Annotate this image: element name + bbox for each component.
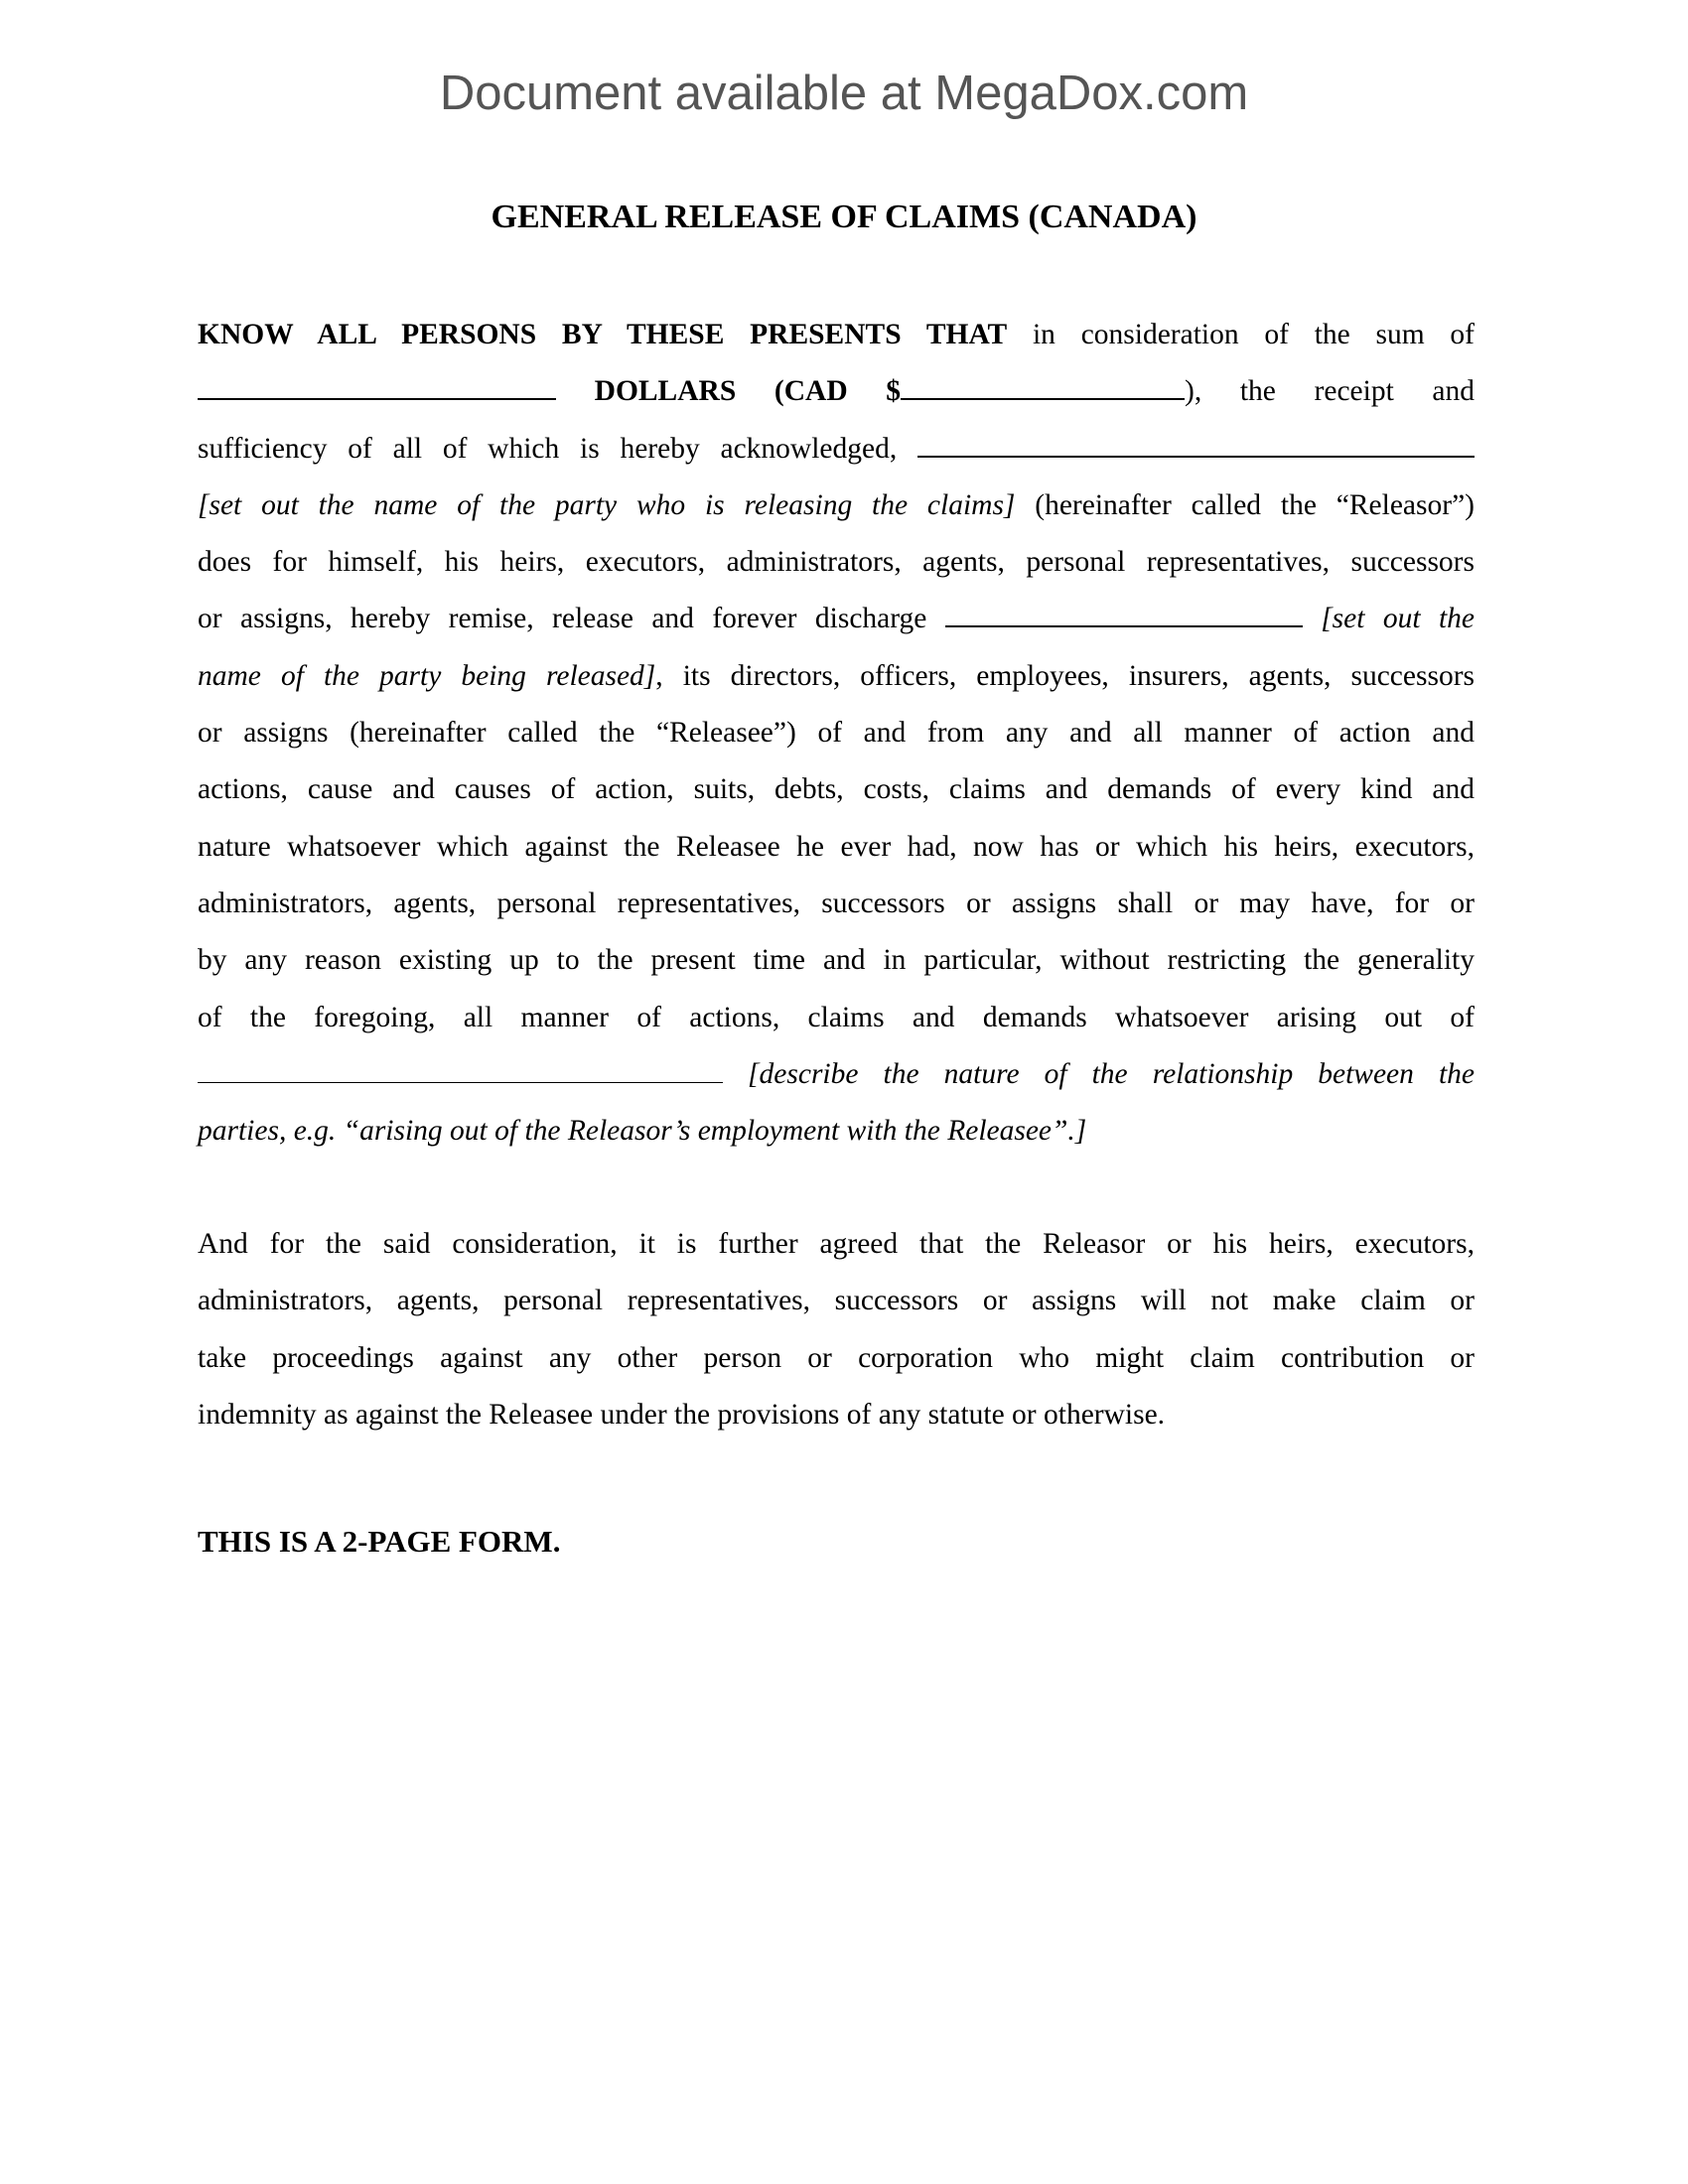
text-line [198,363,1475,420]
text-line [198,1330,1475,1387]
body-text: or assigns (hereinafter called the “Releasee”) of and from any and all manner of action and [198,717,1475,750]
release-paragraph [198,307,1475,1160]
body-text: by any reason existing up to the present time and in particular, without restricting the generality [198,944,1475,977]
fill-in-blank[interactable] [198,369,556,401]
instruction-text: name of the party being released] [198,659,656,692]
watermark-text: Document available at MegaDox.com [439,67,1249,120]
body-text: administrators, agents, personal representatives, successors or assigns shall or may have, for or [198,887,1475,919]
body-text: in consideration of the sum of [1007,319,1475,350]
instruction-text: parties, e.g. “arising out of the Releasor’s employment with the Releasee”.] [198,1115,1087,1148]
body-text: , its directors, officers, employees, insurers, agents, successors [655,659,1475,692]
body-text: administrators, agents, personal representatives, successors or assigns will not make claim or [198,1285,1475,1317]
instruction-text: [set out the [1302,603,1475,635]
bold-text: DOLLARS (CAD $ [556,375,902,408]
body-text: And for the said consideration, it is further agreed that the Releasor or his heirs, executors, [198,1228,1475,1260]
fill-in-blank[interactable] [917,426,1475,458]
text-line [198,990,1475,1046]
body-text: nature whatsoever which against the Releasee he ever had, now has or which his heirs, executors, [198,830,1475,863]
body-text: actions, cause and causes of action, suits, debts, costs, claims and demands of every kind and [198,773,1475,806]
fill-in-blank[interactable] [198,1052,723,1083]
text-line [198,876,1475,932]
body-text: indemnity as against the Releasee under the provisions of any statute or otherwise. [198,1398,1166,1431]
body-text: or assigns, hereby remise, release and forever discharge [198,603,945,635]
body-text: ), the receipt and [1185,375,1476,408]
fill-in-blank[interactable] [901,369,1185,401]
instruction-text: [set out the name of the party who is releasing the claims] [198,488,1016,521]
text-line [198,1046,1475,1103]
text-line [198,307,1475,363]
text-line [198,932,1475,989]
further-agreement-paragraph [198,1216,1475,1443]
text-line [198,1387,1475,1443]
text-line [198,478,1475,534]
text-line [198,705,1475,761]
text-line [198,421,1475,478]
body-text: sufficiency of all of which is hereby acknowledged, [198,432,917,465]
text-line [198,534,1475,591]
text-line [198,1216,1475,1273]
document-title: GENERAL RELEASE OF CLAIMS (CANADA) [491,199,1197,235]
text-line [198,1273,1475,1329]
text-line [198,761,1475,818]
text-line [198,648,1475,705]
body-text: does for himself, his heirs, executors, administrators, agents, personal representatives, successors [198,546,1475,579]
body-text: (hereinafter called the “Releasor”) [1015,488,1475,521]
body-text: of the foregoing, all manner of actions, claims and demands whatsoever arising out of [198,1001,1475,1033]
text-line [198,1103,1475,1160]
text-line [198,819,1475,876]
bold-text: KNOW ALL PERSONS BY THESE PRESENTS THAT [198,319,1008,350]
text-line [198,591,1475,647]
body-text: take proceedings against any other person or corporation who might claim contribution or [198,1341,1475,1374]
fill-in-blank[interactable] [945,597,1303,628]
page-count-notice: THIS IS A 2-PAGE FORM. [198,1524,561,1559]
instruction-text: [describe the nature of the relationship between the [723,1057,1475,1090]
